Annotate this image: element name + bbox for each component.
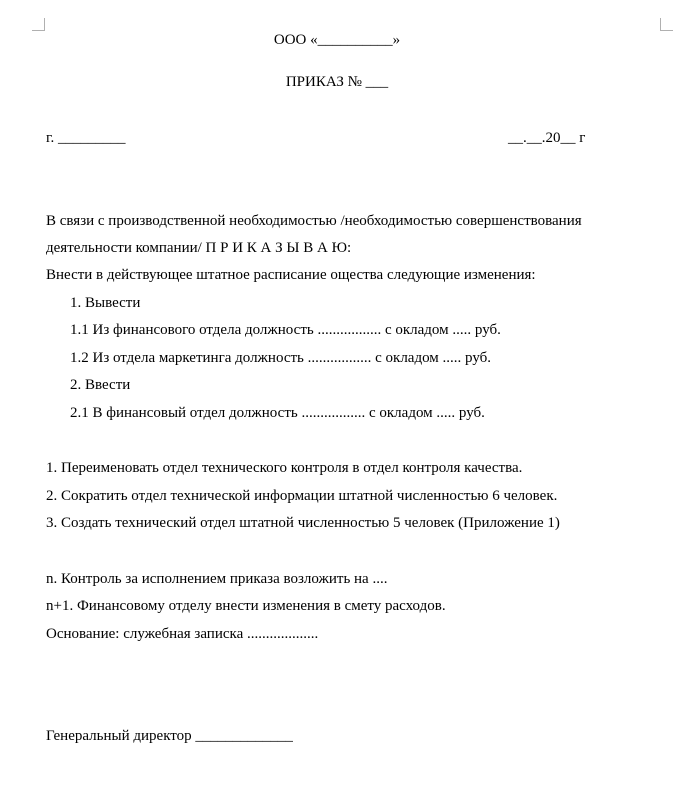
list-item-1-1: 1.1 Из финансового отдела должность ................. с окладом ..... руб. <box>70 322 501 338</box>
basis-line: Основание: служебная записка ................... <box>46 626 319 642</box>
preamble-line-1: В связи с производственной необходимостью /необходимостью совершенствования <box>46 213 582 229</box>
city-field: г. _________ <box>46 130 126 146</box>
page-corner-top-right <box>660 18 673 31</box>
date-field: __.__.20__ г <box>508 130 586 146</box>
paragraph-n-plus-1: n+1. Финансовому отделу внести изменения в смету расходов. <box>46 598 446 614</box>
paragraph-2: 2. Сократить отдел технической информации штатной численностью 6 человек. <box>46 488 558 504</box>
company-name: ООО «__________» <box>273 32 401 48</box>
paragraph-3: 3. Создать технический отдел штатной численностью 5 человек (Приложение 1) <box>46 515 560 531</box>
list-item-1-2: 1.2 Из отдела маркетинга должность ................. с окладом ..... руб. <box>70 350 492 366</box>
list-item-2-1: 2.1 В финансовый отдел должность ................. с окладом ..... руб. <box>70 405 485 421</box>
page-corner-top-left <box>32 18 45 31</box>
order-title: ПРИКАЗ № ___ <box>285 74 389 90</box>
signature-line: Генеральный директор _____________ <box>46 728 293 744</box>
preamble-line-2: деятельности компании/ П Р И К А З Ы В А Ю: <box>46 240 352 256</box>
paragraph-1: 1. Переименовать отдел технического контроля в отдел контроля качества. <box>46 460 523 476</box>
paragraph-n: n. Контроль за исполнением приказа возложить на .... <box>46 571 388 587</box>
list-item-remove: 1. Вывести <box>70 295 141 311</box>
preamble-line-3: Внести в действующее штатное расписание ощества следующие изменения: <box>46 267 536 283</box>
list-item-add: 2. Ввести <box>70 377 131 393</box>
